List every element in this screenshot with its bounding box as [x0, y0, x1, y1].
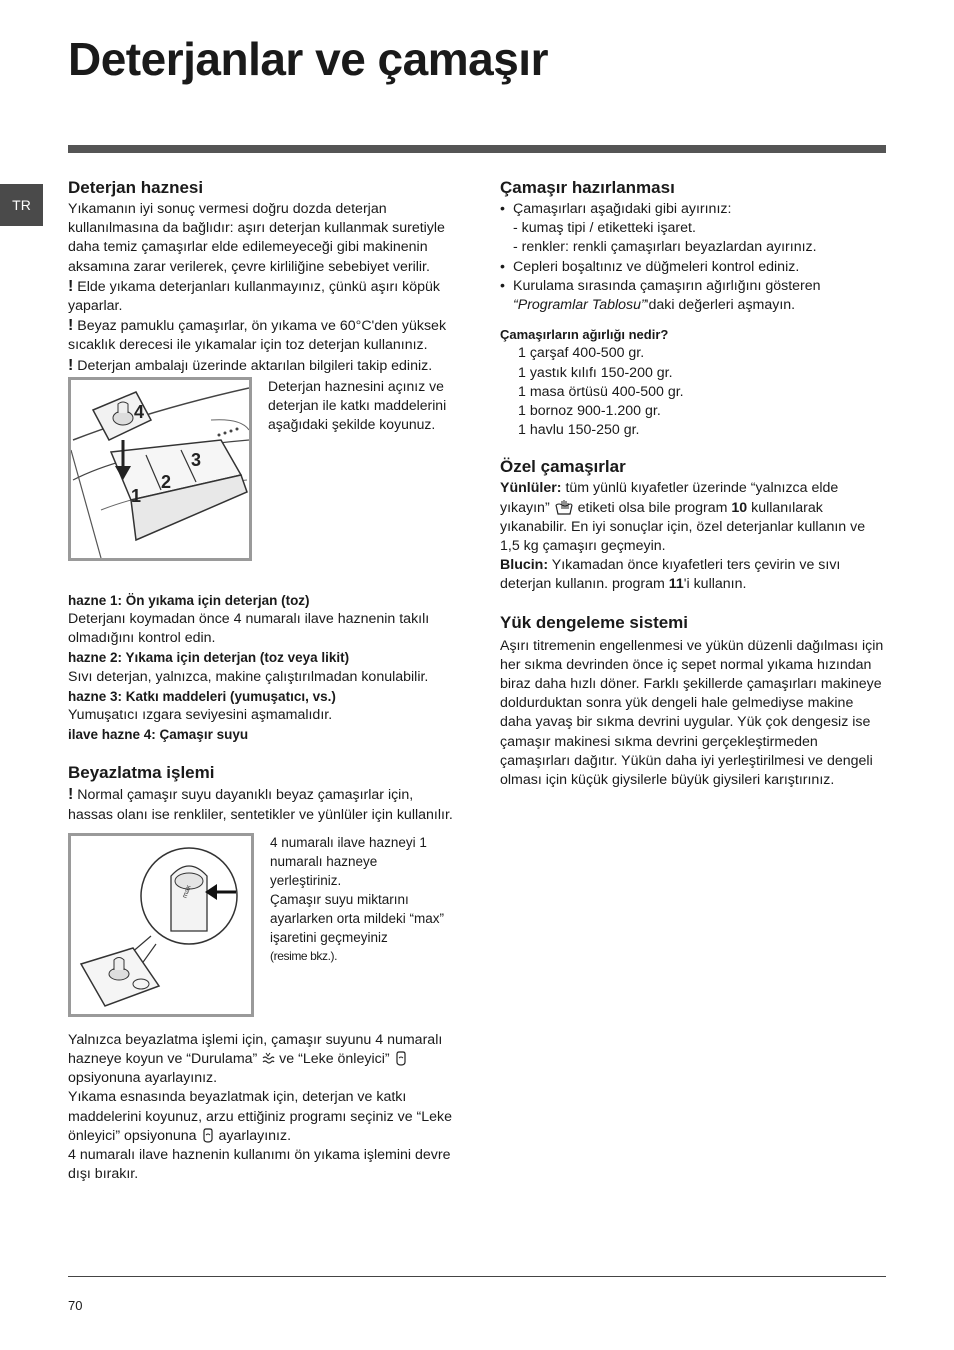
bleach-section: [68, 762, 454, 1184]
prep-list: [500, 200, 888, 315]
warning-text: Deterjan ambalajı üzerinde aktarılan bilgileri takip ediniz.: [77, 357, 433, 374]
weights-list: [500, 344, 888, 440]
warning-icon: !: [68, 356, 74, 374]
bleach-heading: Beyazlatma işlemi: [68, 763, 215, 783]
weight-item: 1 bornoz 900-1.200 gr.: [518, 403, 661, 420]
bleach-instruction-2: Çamaşır suyu miktarını ayarlarken orta mildeki “max” işaretini geçmeyiniz: [270, 891, 445, 945]
note-text: opsiyonuna ayarlayınız.: [68, 1070, 218, 1087]
warning-text: Beyaz pamuklu çamaşırlar, ön yıkama ve 60°C'den yüksek sıcaklık derecesi ile yıkamalar için toz deterjan kullanınız.: [68, 318, 447, 354]
detergent-intro: Yıkamanın iyi sonuç vermesi doğru dozda deterjan kullanılmasına da bağlıdır: aşırı deterjan kullanmak suretiyle daha temiz çamaşırlar elde edilemeyeceği gibi makinenin aksamına zarar verilerek, çevre kirliliğine sebebiyet verilir.: [68, 201, 445, 275]
warning-item: [68, 356, 454, 376]
load-balance-text: Aşırı titremenin engellenmesi ve yükün düzenli dağılması için her sıkma devrinden önce iç sepet normal yıkama hızından biraz daha hızlı döner. Farklı şekillerde çamaşırları makineye doldurduktan sonra yük dengeli hale gelmediyse makine daha yavaş bir sıkma devrini uygular. Yük çok dengesiz ise çamaşır makinesi sıkma devrini gerçekleştirmeden çamaşırları dağıtır. Yükün daha iyi yerleştirilmesi ve dengeli olması için küçük giysilerle büyük giysileri karıştırınız.: [500, 637, 884, 789]
page-number: 70: [68, 1298, 83, 1313]
dispenser-figure: [68, 377, 252, 561]
list-item: • Cepleri boşaltınız ve düğmeleri kontrol ediniz.: [500, 258, 888, 277]
wool-program-number: 10: [731, 499, 748, 516]
warning-icon: !: [68, 277, 74, 295]
jeans-text: Yıkamadan önce kıyafetleri ters çevirin ve sıvı deterjan kullanın. program: [500, 557, 841, 593]
bleach-instruction-1: 4 numaralı ilave hazneyi 1 numaralı hazneye yerleştiriniz.: [270, 834, 427, 888]
wool-paragraph: [500, 479, 888, 556]
bleach-figure-text: [270, 833, 452, 1017]
bleach-notes: [68, 1031, 454, 1185]
bleach-figure: [68, 833, 254, 1017]
weight-item: 1 havlu 150-250 gr.: [518, 422, 640, 439]
compartment-list: [68, 591, 454, 745]
compartment-label: hazne 1: Ön yıkama için deterjan (toz): [68, 592, 310, 608]
warning-item: [68, 277, 454, 316]
figure-label-2: 2: [161, 471, 172, 492]
top-divider: [68, 145, 886, 153]
note-text: Yıkama esnasında beyazlatmak için, deterjan ve katkı maddelerini koyunuz, arzu ettiğiniz programı seçiniz ve “Leke önleyici” opsiyonuna: [68, 1089, 453, 1144]
compartment-label: hazne 2: Yıkama için deterjan (toz veya likit): [68, 650, 350, 666]
list-text: Kurulama sırasında çamaşırın ağırlığını gösteren: [513, 277, 821, 294]
dispenser-figure-row: [68, 377, 454, 561]
note-text: Yalnızca beyazlatma işlemi için, çamaşır suyunu 4 numaralı hazneye koyun ve “Durulama”: [68, 1031, 443, 1068]
warning-icon: !: [68, 786, 74, 804]
detergent-drawer-illustration: [71, 380, 249, 558]
left-column: [68, 177, 454, 1184]
compartment-label: hazne 3: Katkı maddeleri (yumuşatıcı, vs.): [68, 688, 336, 704]
compartment-text: Yumuşatıcı ızgara seviyesini aşmamalıdır.: [68, 707, 333, 724]
page-title: Deterjanlar ve çamaşır: [68, 33, 548, 85]
special-laundry-heading: Özel çamaşırlar: [500, 457, 626, 477]
wool-text: tüm yünlü kıyafetler üzerinde “yalnızca elde yıkayın”: [500, 480, 839, 516]
list-item: • Çamaşırları aşağıdaki gibi ayırınız:: [500, 200, 888, 219]
stain-removal-icon: [201, 1128, 215, 1143]
figure-label-1: 1: [131, 485, 142, 506]
weights-heading: Çamaşırların ağırlığı nedir?: [500, 327, 669, 343]
language-tab: TR: [0, 184, 43, 226]
jeans-paragraph: [500, 556, 888, 594]
warning-text: Elde yıkama deterjanları kullanmayınız, çünkü aşırı köpük yaparlar.: [68, 278, 441, 315]
note-text: ayarlayınız.: [218, 1127, 292, 1144]
weight-item: 1 masa örtüsü 400-500 gr.: [518, 383, 684, 400]
max-mark: max: [181, 884, 193, 900]
compartment-text: Deterjanı koymadan önce 4 numaralı ilave haznenin takılı olmadığını kontrol edin.: [68, 611, 430, 647]
jeans-text: 'i kullanın.: [683, 576, 747, 593]
stain-removal-icon: [394, 1051, 408, 1066]
list-subitem: - kumaş tipi / etiketteki işaret.: [513, 220, 696, 237]
wool-text: etiketi olsa bile program: [577, 499, 728, 516]
special-laundry-section: [500, 456, 888, 594]
bleach-figure-row: [68, 833, 454, 1017]
weight-item: 1 yastık kılıfı 150-200 gr.: [518, 364, 673, 381]
laundry-prep-section: [500, 177, 888, 315]
detergent-heading: Deterjan haznesi: [68, 178, 204, 197]
list-subitem: - renkler: renkli çamaşırları beyazlardan ayırınız.: [513, 239, 817, 256]
detergent-section: [68, 177, 454, 744]
load-balance-heading: Yük dengeleme sistemi: [500, 612, 689, 632]
warning-item: [68, 316, 454, 355]
programs-table-reference: “Programlar Tablosu”: [513, 297, 646, 314]
list-item: [500, 277, 888, 315]
figure-label-4: 4: [134, 401, 145, 422]
jeans-label: Blucin:: [500, 557, 549, 574]
warning-item: [68, 785, 454, 824]
bleach-container-illustration: [71, 836, 251, 1014]
laundry-weights-section: [500, 325, 888, 440]
warning-icon: !: [68, 317, 74, 335]
bleach-note-1: [68, 1031, 454, 1089]
bottom-divider: [68, 1276, 886, 1277]
bleach-note-3: 4 numaralı ilave haznenin kullanımı ön yıkama işlemini devre dışı bırakır.: [68, 1147, 451, 1183]
laundry-prep-heading: Çamaşır hazırlanması: [500, 178, 675, 197]
jeans-program-number: 11: [668, 576, 684, 593]
compartment-label: ilave hazne 4: Çamaşır suyu: [68, 727, 249, 743]
list-text: 'daki değerleri aşmayın.: [645, 297, 796, 314]
wool-label: Yünlüler:: [500, 480, 562, 497]
dispenser-instruction: Deterjan haznesini açınız ve deterjan ile katkı maddelerini aşağıdaki şekilde koyunuz.: [268, 377, 447, 433]
wool-text: kullanılarak yıkanabilir. En iyi sonuçlar için, özel deterjanlar kullanın ve 1,5 kg çamaşırı geçmeyin.: [500, 499, 866, 555]
load-balance-section: [500, 612, 888, 791]
compartment-text: Sıvı deterjan, yalnızca, makine çalıştırılmadan konulabilir.: [68, 668, 429, 685]
hand-wash-icon: [554, 499, 574, 515]
bleach-note-2: [68, 1088, 454, 1146]
warning-text: Normal çamaşır suyu dayanıklı beyaz çamaşırlar için, hassas olanı ise renkliler, sentetikler ve yünlüler için kullanılır.: [68, 787, 453, 823]
rinse-icon: [261, 1052, 275, 1066]
right-column: [500, 177, 888, 790]
weight-item: 1 çarşaf 400-500 gr.: [518, 345, 645, 362]
figure-label-3: 3: [191, 449, 202, 470]
bleach-instruction-3: (resime bkz.).: [270, 948, 338, 963]
note-text: ve “Leke önleyici”: [279, 1051, 390, 1068]
